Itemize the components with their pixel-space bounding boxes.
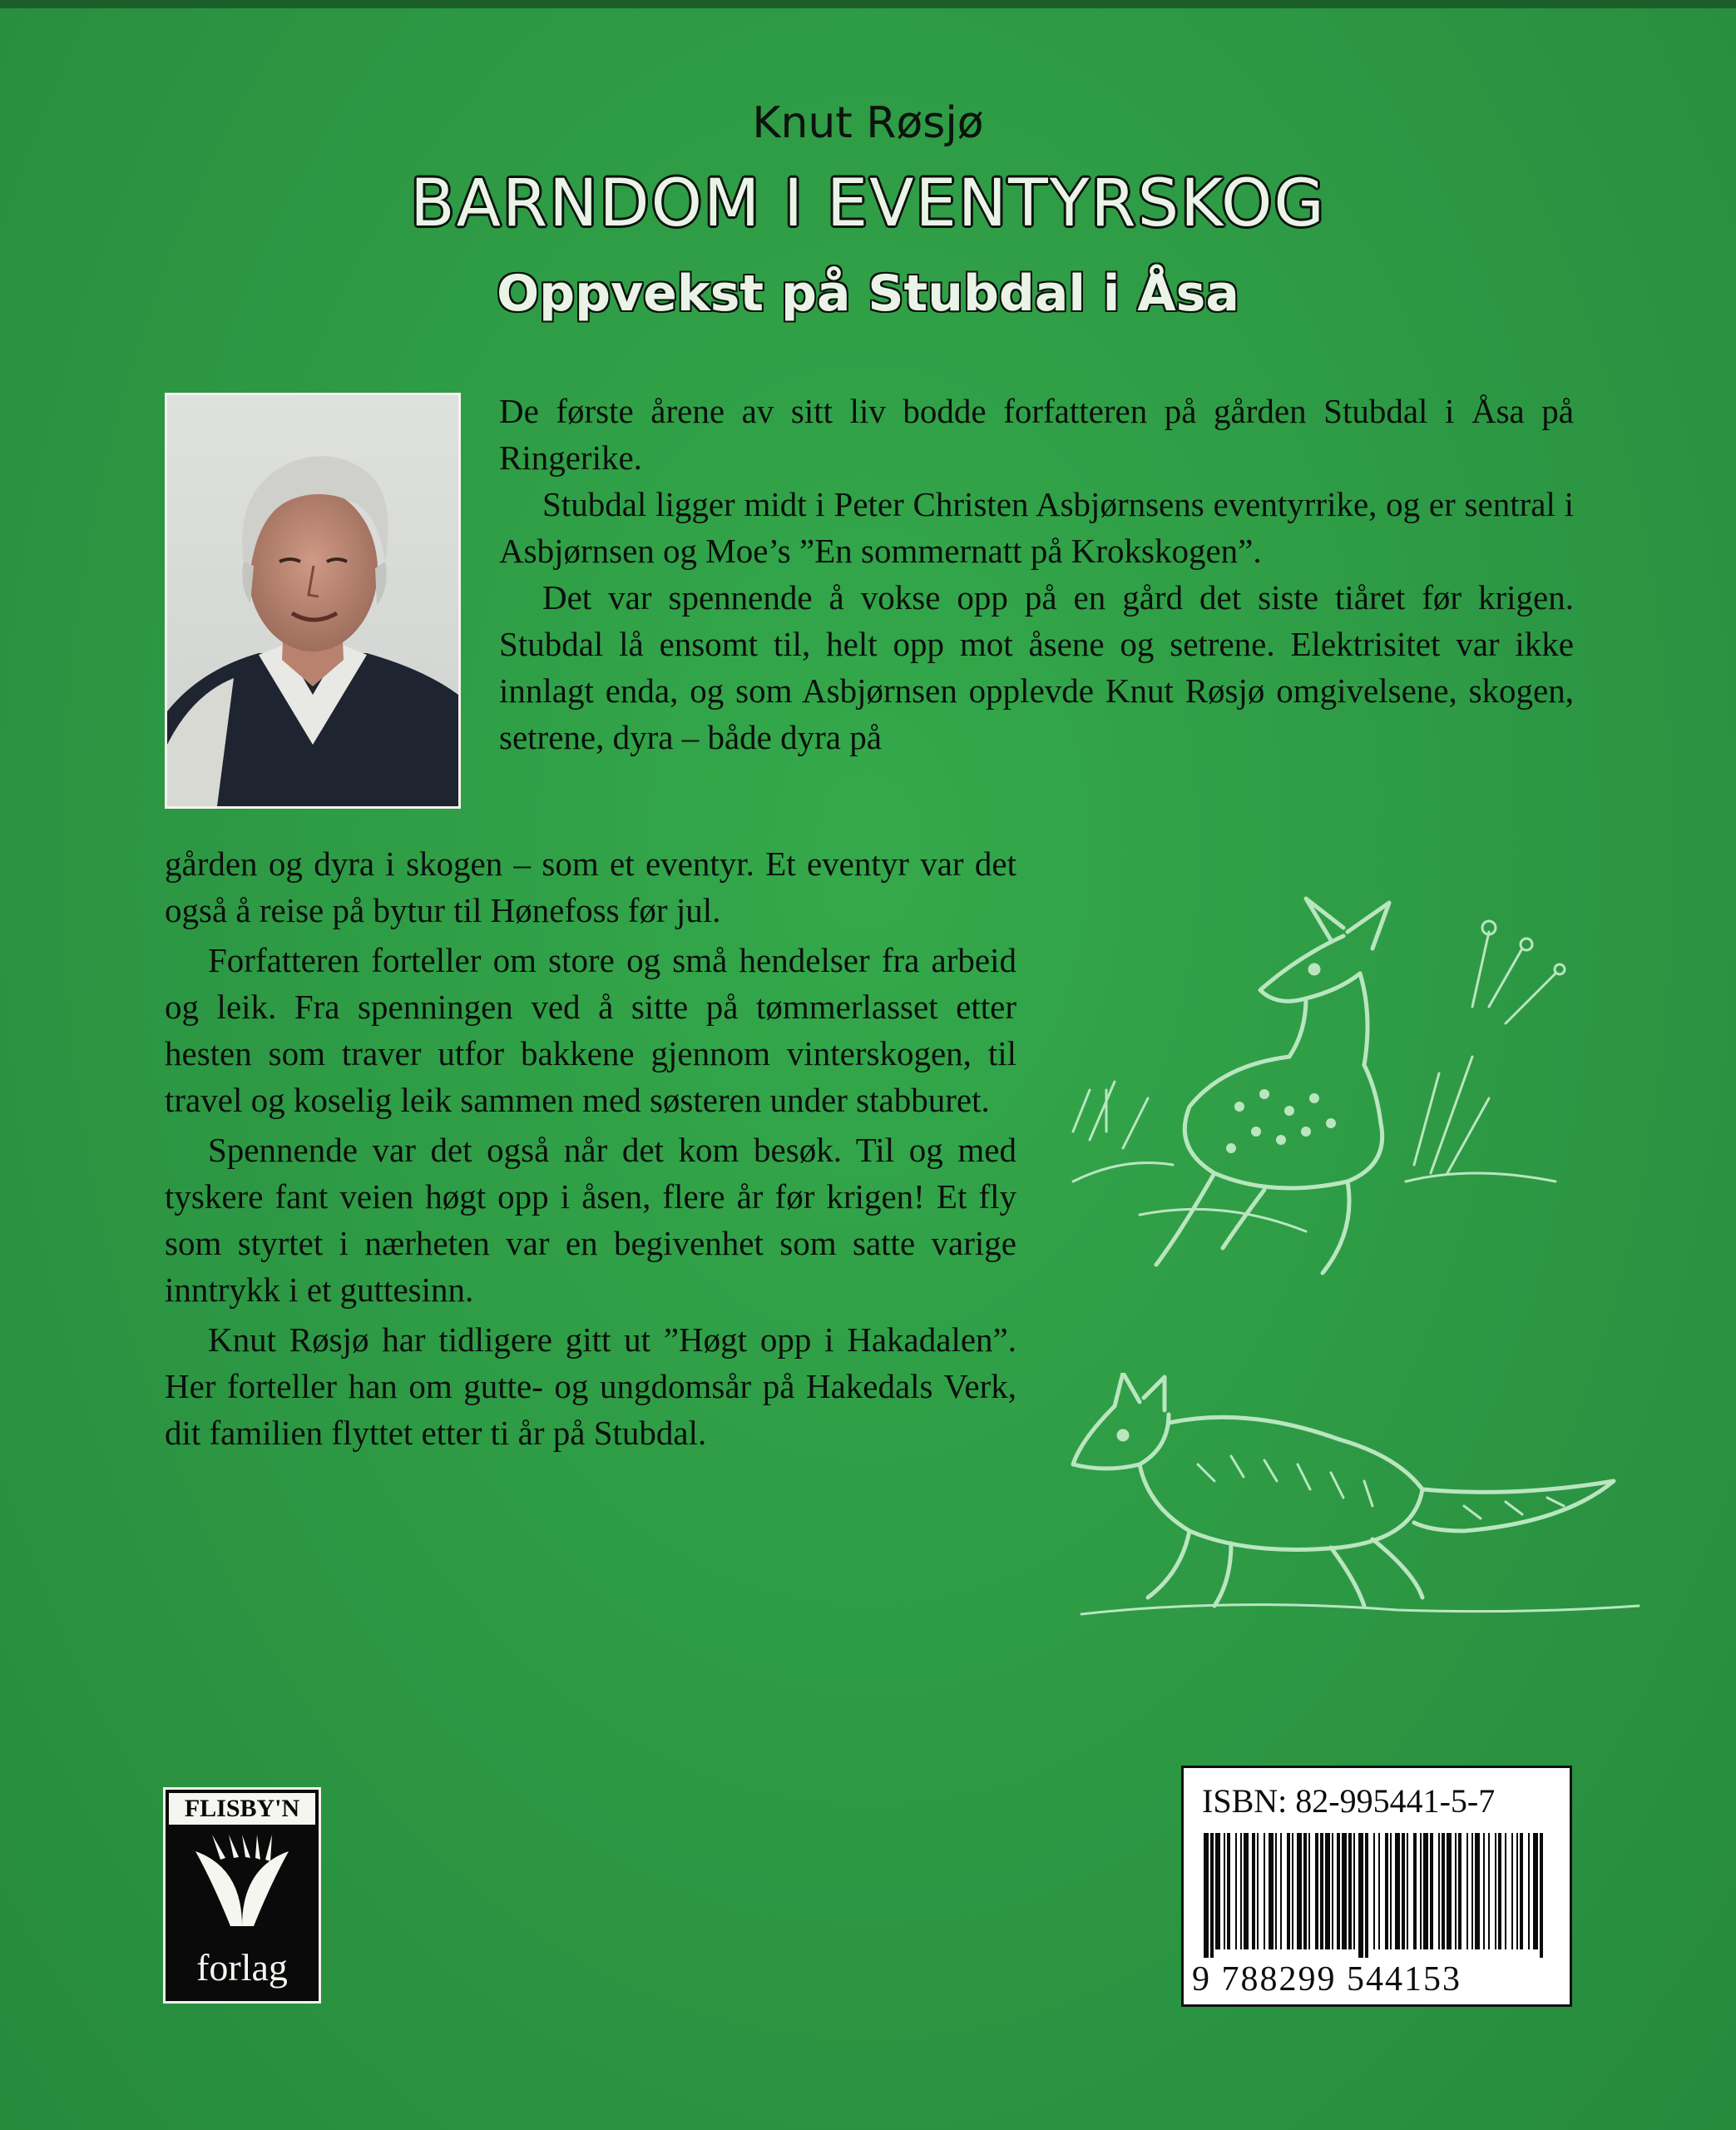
barcode-bar [1442, 1833, 1445, 1949]
barcode-bar [1475, 1833, 1480, 1949]
barcode-bar [1337, 1833, 1340, 1949]
author-photo-image [167, 395, 458, 806]
barcode-bar [1235, 1833, 1237, 1949]
cover-top-edge [0, 0, 1736, 8]
author-photo [165, 393, 461, 809]
barcode-bar [1287, 1833, 1290, 1949]
barcode-bar [1458, 1833, 1462, 1949]
barcode-bar [1533, 1833, 1538, 1949]
barcode-bar [1511, 1833, 1513, 1949]
barcode-bar [1353, 1833, 1355, 1949]
barcode-bar [1252, 1833, 1255, 1949]
barcode-bar [1385, 1833, 1388, 1949]
barcode-bar [1257, 1833, 1259, 1949]
barcode-bar [1358, 1833, 1363, 1958]
barcode-bar [1471, 1833, 1473, 1949]
blurb-paragraph: gården og dyra i skogen – som et eventyr. Et eventyr var det også å reise på bytur til Hønefoss før jul. [165, 845, 1016, 929]
barcode-bar [1227, 1833, 1230, 1949]
barcode-bar [1498, 1833, 1501, 1949]
book-title: BARNDOM I EVENTYRSKOG [410, 166, 1326, 241]
barcode-bar [1348, 1833, 1352, 1949]
barcode-bar [1269, 1833, 1274, 1949]
barcode-bar [1224, 1833, 1225, 1949]
publisher-logo [163, 1787, 321, 2004]
blurb-paragraph: Knut Røsjø har tidligere gitt ut ”Høgt opp i Hakadalen”. Her forteller han om gutte- og ungdomsår på Hakedals Verk, dit familien flyttet etter ti år på Stubdal. [165, 1320, 1016, 1452]
blurb-paragraph: Stubdal ligger midt i Peter Christen Asbjørnsens eventyrrike, og er sentral i Asbjørnsen og Moe’s ”En sommernatt på Krokskogen”. [499, 485, 1574, 570]
blurb-paragraph: De første årene av sitt liv bodde forfatteren på gården Stubdal i Åsa på Ringerike. [499, 392, 1574, 477]
barcode-bar [1540, 1833, 1543, 1958]
barcode-bar [1365, 1833, 1368, 1958]
blurb-paragraph: Det var spennende å vokse opp på en gård det siste tiåret før krigen. Stubdal lå ensomt til, helt opp mot åsene og setrene. Elektrisitet var ikke innlagt enda, og som Asbjørnsen opplevde Knut Røsjø omgivelsene, skogen, setrene, dyra – både dyra på [499, 578, 1574, 756]
isbn-barcode-box [1181, 1766, 1572, 2007]
barcode-bar [1264, 1833, 1265, 1949]
barcode-bar [1320, 1833, 1323, 1949]
barcode-bar [1516, 1833, 1518, 1949]
barcode-bar [1373, 1833, 1375, 1949]
blurb-top [499, 388, 1574, 760]
blurb-bottom [165, 840, 1016, 1459]
barcode-bar [1430, 1833, 1433, 1949]
barcode-bar [1292, 1833, 1293, 1949]
barcode-bar [1466, 1833, 1468, 1949]
barcode-digits: 9 788299 544153 [1192, 1960, 1462, 1999]
barcode-bar [1455, 1833, 1457, 1949]
barcode-bar [1378, 1833, 1380, 1949]
barcode-bar [1303, 1833, 1307, 1949]
barcode-bar [1325, 1833, 1330, 1949]
barcode-bar [1308, 1833, 1310, 1949]
author-name: Knut Røsjø [752, 98, 984, 148]
barcode-bar [1280, 1833, 1282, 1949]
book-subtitle: Oppvekst på Stubdal i Åsa [497, 265, 1239, 323]
barcode-bar [1210, 1833, 1214, 1958]
barcode-bar [1420, 1833, 1422, 1949]
barcode-bar [1204, 1833, 1209, 1958]
barcode-bar [1407, 1833, 1408, 1949]
barcode-bar [1275, 1833, 1277, 1949]
barcode-bar [1447, 1833, 1452, 1949]
barcode-bar [1390, 1833, 1392, 1949]
barcode-bar [1488, 1833, 1490, 1949]
barcode-bar [1413, 1833, 1417, 1949]
publisher-name-top: FLISBY'N [169, 1793, 315, 1825]
deer-illustration [1056, 882, 1589, 1315]
blurb-paragraph: Spennende var det også når det kom besøk. Til og med tyskere fant veien høgt opp i åsen, flere år før krigen! Et fly som styrtet i nærheten var en begivenhet som satte varige inntrykk i et guttesinn. [165, 1131, 1016, 1309]
barcode-bar [1505, 1833, 1506, 1949]
barcode-bar [1215, 1833, 1220, 1949]
barcode-bar [1297, 1833, 1302, 1949]
barcode-bar [1495, 1833, 1496, 1949]
barcode-bar [1395, 1833, 1400, 1949]
barcode [1202, 1833, 1551, 1958]
publisher-name-bottom: forlag [196, 1946, 288, 1989]
barcode-bar [1315, 1833, 1318, 1949]
barcode-bar [1483, 1833, 1485, 1949]
blurb-paragraph: Forfatteren forteller om store og små hendelser fra arbeid og leik. Fra spenningen ved å sitte på tømmerlasset etter hesten som traver utfor bakkene gjennom vinterskogen, til travel og koselig leik sammen med søsteren under stabburet. [165, 941, 1016, 1119]
barcode-bar [1528, 1833, 1530, 1949]
barcode-bar [1240, 1833, 1242, 1949]
barcode-bar [1438, 1833, 1440, 1949]
publisher-logo-icon [187, 1835, 297, 1934]
barcode-bar [1332, 1833, 1333, 1949]
barcode-bar [1342, 1833, 1347, 1949]
fox-illustration [1065, 1373, 1647, 1622]
barcode-bar [1244, 1833, 1249, 1949]
barcode-bar [1423, 1833, 1428, 1949]
isbn-label: ISBN: 82-995441-5-7 [1202, 1782, 1496, 1820]
barcode-bar [1520, 1833, 1523, 1949]
barcode-bar [1402, 1833, 1405, 1949]
